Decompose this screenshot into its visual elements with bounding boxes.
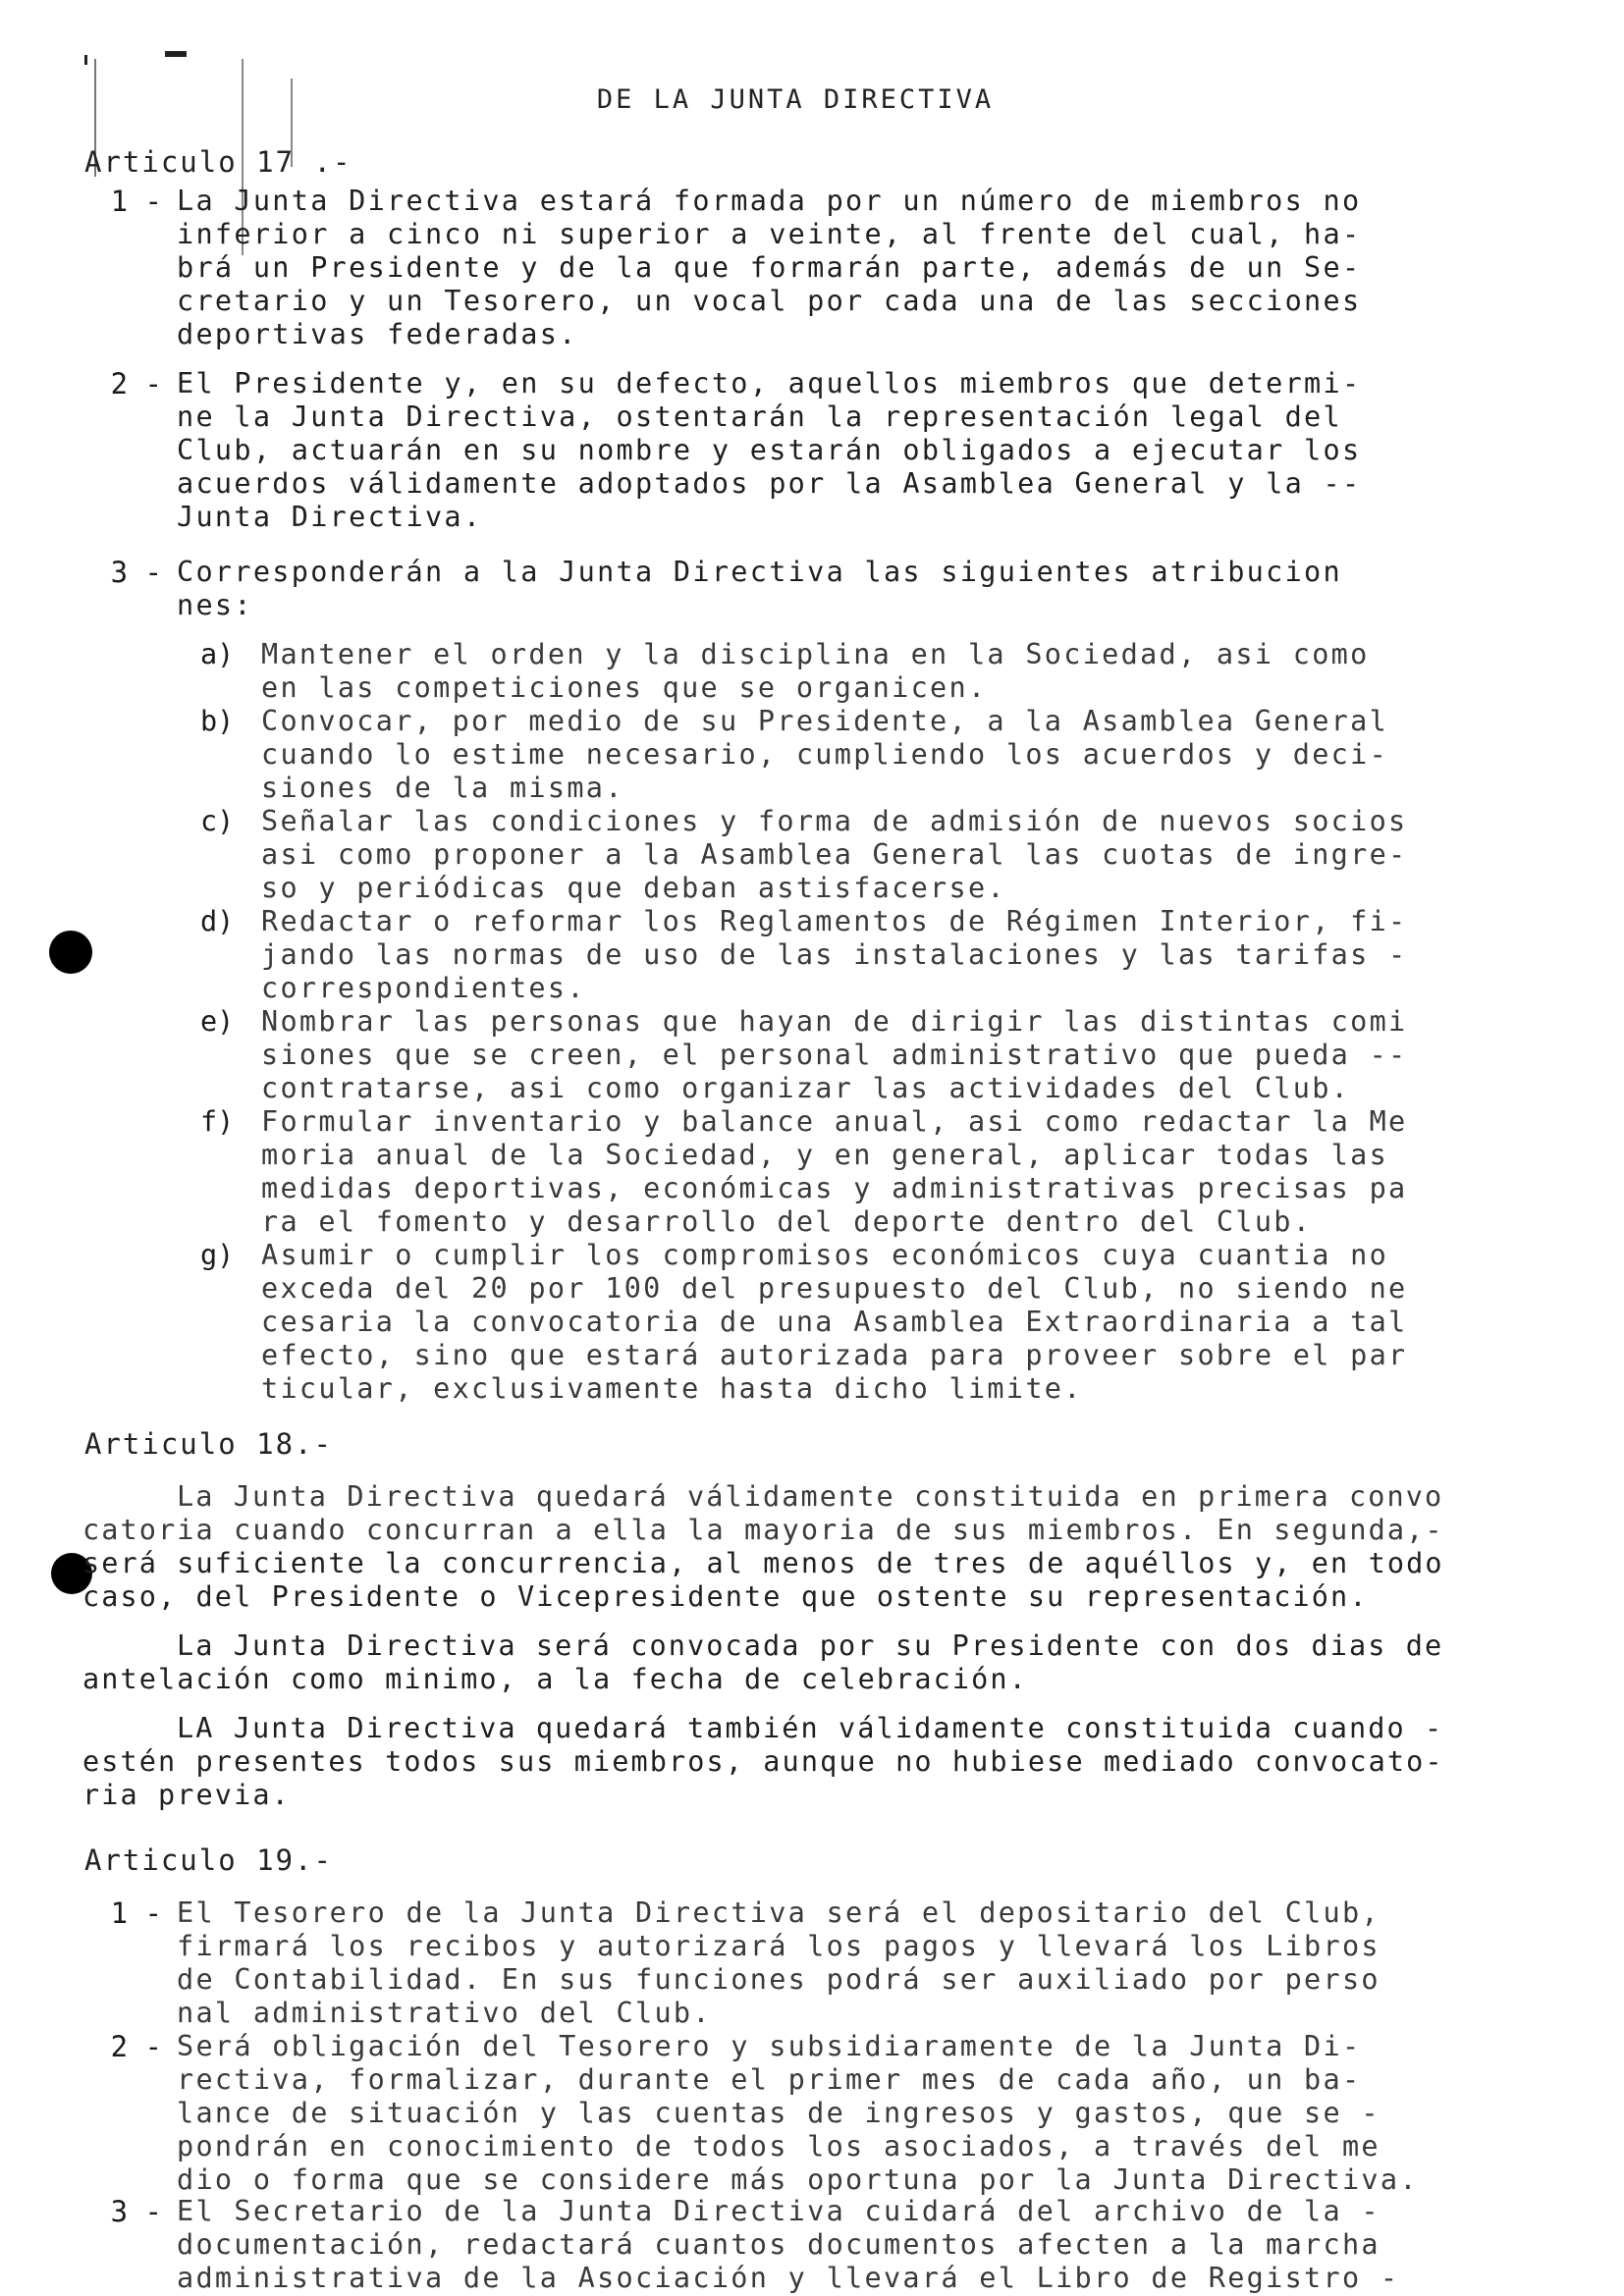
- text-line: so y periódicas que deban astisfacerse.: [261, 872, 1006, 904]
- subitem-label: b): [200, 705, 235, 737]
- article-19-heading: Articulo 19.-: [84, 1843, 333, 1877]
- text-line: medidas deportivas, económicas y administrativas precisas pa: [261, 1172, 1408, 1204]
- art18-paragraph-2: [82, 1629, 1536, 1696]
- item-number: 3 -: [110, 2195, 162, 2228]
- text-line: El Presidente y, en su defecto, aquellos miembros que determi-: [177, 367, 1362, 400]
- text-line: dio o forma que se considere más oportuna por la Junta Directiva.: [177, 2163, 1419, 2196]
- text-line: LA Junta Directiva quedará también válidamente constituida cuando -: [177, 1712, 1444, 1744]
- art17-subitem-f: [200, 1105, 1528, 1239]
- text-line: Nombrar las personas que hayan de dirigir las distintas comi: [261, 1005, 1408, 1038]
- text-line: exceda del 20 por 100 del presupuesto del Club, no siendo ne: [261, 1272, 1408, 1305]
- scan-mark: [165, 51, 187, 57]
- art17-subitem-g: [200, 1239, 1528, 1406]
- text-line: efecto, sino que estará autorizada para proveer sobre el par: [261, 1339, 1408, 1371]
- article-18-heading: Articulo 18.-: [84, 1427, 333, 1461]
- text-line: Mantener el orden y la disciplina en la Sociedad, asi como: [261, 638, 1370, 670]
- text-line: ne la Junta Directiva, ostentarán la representación legal del: [177, 400, 1342, 433]
- art17-subitem-e: [200, 1005, 1528, 1105]
- text-line: ticular, exclusivamente hasta dicho limite.: [261, 1372, 1083, 1405]
- scan-mark: [84, 55, 87, 65]
- text-line: inferior a cinco ni superior a veinte, al frente del cual, ha-: [177, 218, 1362, 250]
- art17-item-1: [110, 185, 1522, 351]
- subitem-label: g): [200, 1239, 235, 1271]
- text-line: rectiva, formalizar, durante el primer mes de cada año, un ba-: [177, 2063, 1362, 2096]
- article-17-heading: Articulo 17 .-: [84, 145, 352, 179]
- text-line: ria previa.: [82, 1779, 291, 1811]
- text-line: brá un Presidente y de la que formarán parte, además de un Se-: [177, 251, 1362, 284]
- text-line: Asumir o cumplir los compromisos económicos cuya cuantia no: [261, 1239, 1389, 1271]
- punch-hole: [49, 931, 92, 974]
- text-line: La Junta Directiva estará formada por un número de miembros no: [177, 185, 1362, 217]
- art17-subitem-c: [200, 805, 1528, 905]
- item-number: 1 -: [110, 185, 162, 218]
- text-line: El Secretario de la Junta Directiva cuidará del archivo de la -: [177, 2195, 1380, 2227]
- text-line: correspondientes.: [261, 972, 586, 1004]
- text-line: Club, actuarán en su nombre y estarán obligados a ejecutar los: [177, 434, 1362, 466]
- text-line: de Contabilidad. En sus funciones podrá ser auxiliado por perso: [177, 1963, 1380, 1996]
- text-line: administrativa de la Asociación y llevará el Libro de Registro -: [177, 2262, 1400, 2294]
- text-line: cesaria la convocatoria de una Asamblea Extraordinaria a tal: [261, 1306, 1408, 1338]
- art17-subitem-b: [200, 705, 1528, 805]
- text-line: Señalar las condiciones y forma de admisión de nuevos socios: [261, 805, 1408, 837]
- art19-item-2: [110, 2030, 1522, 2197]
- page-title: DE LA JUNTA DIRECTIVA: [596, 84, 995, 115]
- text-line: nes:: [177, 589, 253, 621]
- text-line: Redactar o reformar los Reglamentos de Régimen Interior, fi-: [261, 905, 1408, 937]
- text-line: antelación como minimo, a la fecha de celebración.: [82, 1663, 1028, 1695]
- text-line: Convocar, por medio de su Presidente, a la Asamblea General: [261, 705, 1389, 737]
- text-line: nal administrativo del Club.: [177, 1997, 712, 2029]
- art17-subitem-a: [200, 638, 1528, 705]
- art18-paragraph-1: [82, 1480, 1536, 1614]
- item-number: 2 -: [110, 367, 162, 400]
- text-line: firmará los recibos y autorizará los pagos y llevará los Libros: [177, 1930, 1380, 1962]
- item-number: 2 -: [110, 2030, 162, 2063]
- subitem-label: a): [200, 638, 235, 670]
- text-line: lance de situación y las cuentas de ingresos y gastos, que se -: [177, 2097, 1380, 2129]
- text-line: Formular inventario y balance anual, asi como redactar la Me: [261, 1105, 1408, 1138]
- text-line: catoria cuando concurran a ella la mayoria de sus miembros. En segunda,-: [82, 1514, 1444, 1546]
- text-line: La Junta Directiva quedará válidamente constituida en primera convo: [177, 1480, 1444, 1513]
- text-line: Corresponderán a la Junta Directiva las siguientes atribucion: [177, 556, 1342, 588]
- text-line: en las competiciones que se organicen.: [261, 671, 988, 704]
- text-line: caso, del Presidente o Vicepresidente que ostente su representación.: [82, 1580, 1369, 1613]
- text-line: deportivas federadas.: [177, 318, 578, 350]
- subitem-label: d): [200, 905, 235, 937]
- text-line: moria anual de la Sociedad, y en general, aplicar todas las: [261, 1139, 1389, 1171]
- subitem-label: c): [200, 805, 235, 837]
- subitem-label: f): [200, 1105, 235, 1138]
- text-line: El Tesorero de la Junta Directiva será el depositario del Club,: [177, 1896, 1380, 1929]
- text-line: ra el fomento y desarrollo del deporte dentro del Club.: [261, 1205, 1313, 1238]
- text-line: será suficiente la concurrencia, al menos de tres de aquéllos y, en todo: [82, 1547, 1444, 1579]
- art17-item-2: [110, 367, 1522, 534]
- text-line: Será obligación del Tesorero y subsidiaramente de la Junta Di-: [177, 2030, 1362, 2062]
- art17-item-3: [110, 556, 1522, 622]
- text-line: cretario y un Tesorero, un vocal por cada una de las secciones: [177, 285, 1362, 317]
- text-line: siones de la misma.: [261, 772, 624, 804]
- text-line: cuando lo estime necesario, cumpliendo los acuerdos y deci-: [261, 738, 1389, 771]
- text-line: pondrán en conocimiento de todos los asociados, a través del me: [177, 2130, 1380, 2163]
- text-line: siones que se creen, el personal administrativo que pueda --: [261, 1039, 1408, 1071]
- text-line: asi como proponer a la Asamblea General las cuotas de ingre-: [261, 838, 1408, 871]
- art18-paragraph-3: [82, 1712, 1536, 1812]
- text-line: La Junta Directiva será convocada por su Presidente con dos dias de: [177, 1629, 1444, 1662]
- subitem-label: e): [200, 1005, 235, 1038]
- art19-item-3: [110, 2195, 1522, 2295]
- item-number: 3 -: [110, 556, 162, 589]
- item-number: 1 -: [110, 1896, 162, 1930]
- art19-item-1: [110, 1896, 1522, 2030]
- text-line: documentación, redactará cuantos documentos afecten a la marcha: [177, 2228, 1380, 2261]
- art17-subitem-d: [200, 905, 1528, 1005]
- text-line: jando las normas de uso de las instalaciones y las tarifas -: [261, 938, 1408, 971]
- text-line: estén presentes todos sus miembros, aunque no hubiese mediado convocato-: [82, 1745, 1444, 1778]
- text-line: Junta Directiva.: [177, 501, 483, 533]
- text-line: contratarse, asi como organizar las actividades del Club.: [261, 1072, 1351, 1104]
- text-line: acuerdos válidamente adoptados por la Asamblea General y la --: [177, 467, 1362, 500]
